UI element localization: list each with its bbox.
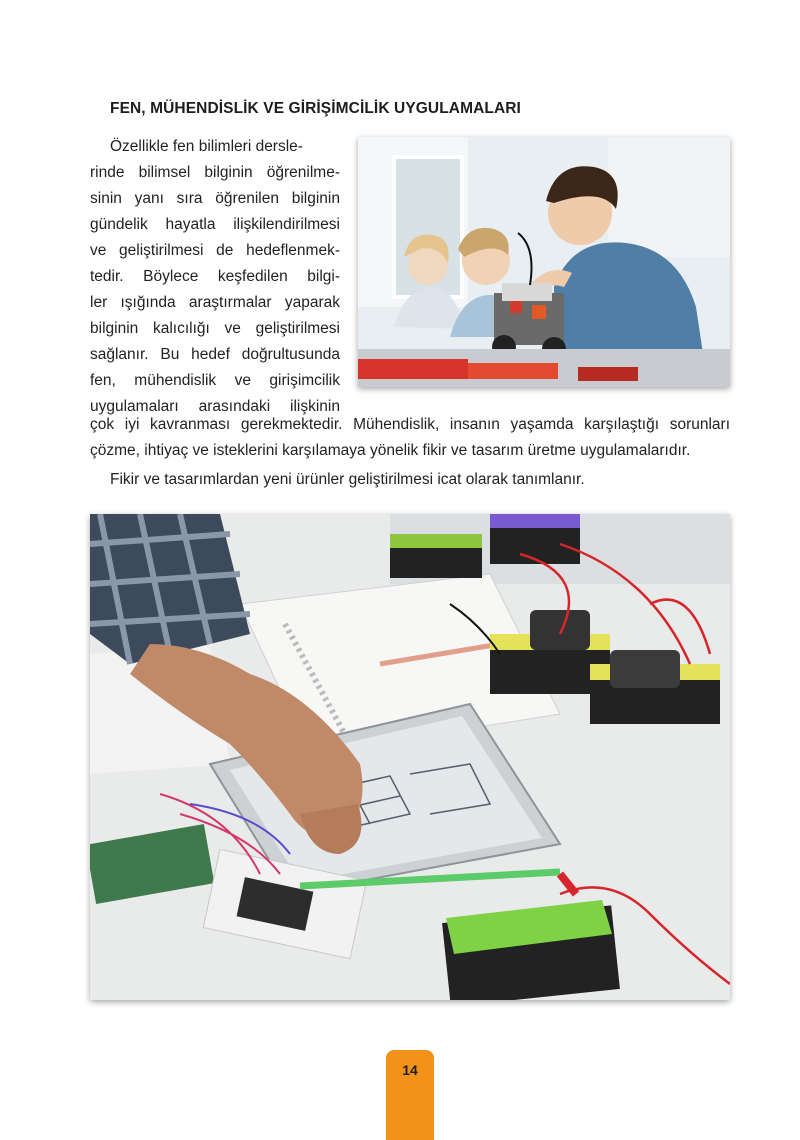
page-number: 14 [402, 1062, 418, 1078]
text-line: bilginin kalıcılığı ve geliştirilmesi [90, 320, 340, 337]
text-line: ve geliştirilmesi de hedeflenmek- [90, 242, 340, 259]
text-line: tedir. Böylece keşfedilen bilgi- [90, 268, 340, 285]
text-line: rinde bilimsel bilginin öğrenilme- [90, 164, 340, 181]
intro-paragraph [90, 134, 340, 420]
text-line: ler ışığında araştırmalar yaparak [90, 294, 340, 311]
section-heading: FEN, MÜHENDİSLİK VE GİRİŞİMCİLİK UYGULAMALARI [110, 100, 521, 117]
children-robotics-photo [358, 137, 730, 387]
page-number-tab [386, 1050, 434, 1140]
text-line: fen, mühendislik ve girişimcilik [90, 372, 340, 389]
intro-paragraph-continuation: çok iyi kavranması gerekmektedir. Mühendislik, insanın yaşamda karşılaştığı sorunları çözme, ihtiyaç ve isteklerini karşılamaya yönelik fikir ve tasarım üretme uygulamalarıdır. [90, 416, 730, 459]
text-line: uygulamaları arasındaki ilişkinin [90, 398, 340, 415]
text-line: sağlanır. Bu hedef doğrultusunda [90, 346, 340, 363]
text-line: Özellikle fen bilimleri dersle- [110, 138, 303, 155]
text-line: gündelik hayatla ilişkilendirilmesi [90, 216, 340, 233]
invention-paragraph: Fikir ve tasarımlardan yeni ürünler geliştirilmesi icat olarak tanımlanır. [110, 471, 585, 488]
text-line: sinin yanı sıra öğrenilen bilginin [90, 190, 340, 207]
circuit-experiment-photo [90, 514, 730, 1000]
